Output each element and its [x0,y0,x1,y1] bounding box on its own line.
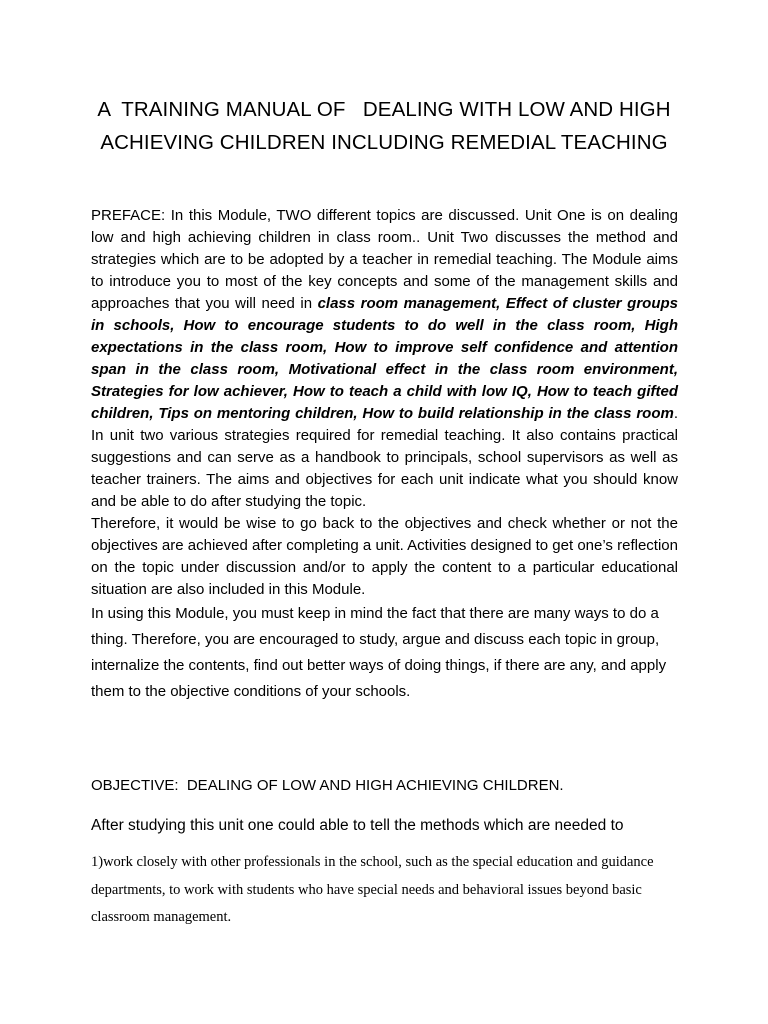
therefore-paragraph: Therefore, it would be wise to go back to the objectives and check whether or not the objectives are achieved after completing a unit. Activities designed to get one’s reflection on the topic under discussion and/or to apply the content to a particular educational situation are also included in this Module. [91,515,678,598]
objective-intro: After studying this unit one could able to tell the methods which are needed to [91,817,624,834]
document-title [60,93,708,159]
preface-text-rest: . In unit two various strategies required for remedial teaching. It also contains practical suggestions and can serve as a handbook to principals, school supervisors as well as teacher trainers. The aims and objectives for each unit indicate what you should know and be able to do after studying the topic. [91,405,695,510]
preface-text-intro: PREFACE: In this Module, TWO different topics are discussed. Unit One is on dealing low and high achieving children in class room.. Unit Two discusses the method and strategies which are to be adopted by a teacher in remedial teaching. The Module aims to introduce you to most of the key concepts and some of the management skills and approaches that you will need in [91,207,678,312]
preface-section [91,205,695,705]
objective-item-1: 1)work closely with other professionals in the school, such as the special education and guidance departments, to work with students who have special needs and behavioral issues beyond basic classroom management. [91,854,654,925]
preface-topics-list: class room management, Effect of cluster groups in schools, How to encourage students to do well in the class room, High expectations in the class room, How to improve self confidence and attention span in the class room, Motivational effect in the class room environment, Strategies for low achiever, How to teach a child with low IQ, How to teach gifted children, Tips on mentoring children, How to build relationship in the class room [91,295,678,422]
preface-paragraph [91,205,695,513]
objective-heading: OBJECTIVE: DEALING OF LOW AND HIGH ACHIEVING CHILDREN. [91,777,564,794]
title-line-1: A TRAINING MANUAL OF DEALING WITH LOW AND HIGH [97,98,671,121]
using-module-paragraph: In using this Module, you must keep in mind the fact that there are many ways to do a thing. Therefore, you are encouraged to study, argue and discuss each topic in group, internalize the contents, find out better ways of doing things, if there are any, and apply them to the objective conditions of your schools. [91,605,667,700]
title-line-2: ACHIEVING CHILDREN INCLUDING REMEDIAL TEACHING [100,131,668,154]
